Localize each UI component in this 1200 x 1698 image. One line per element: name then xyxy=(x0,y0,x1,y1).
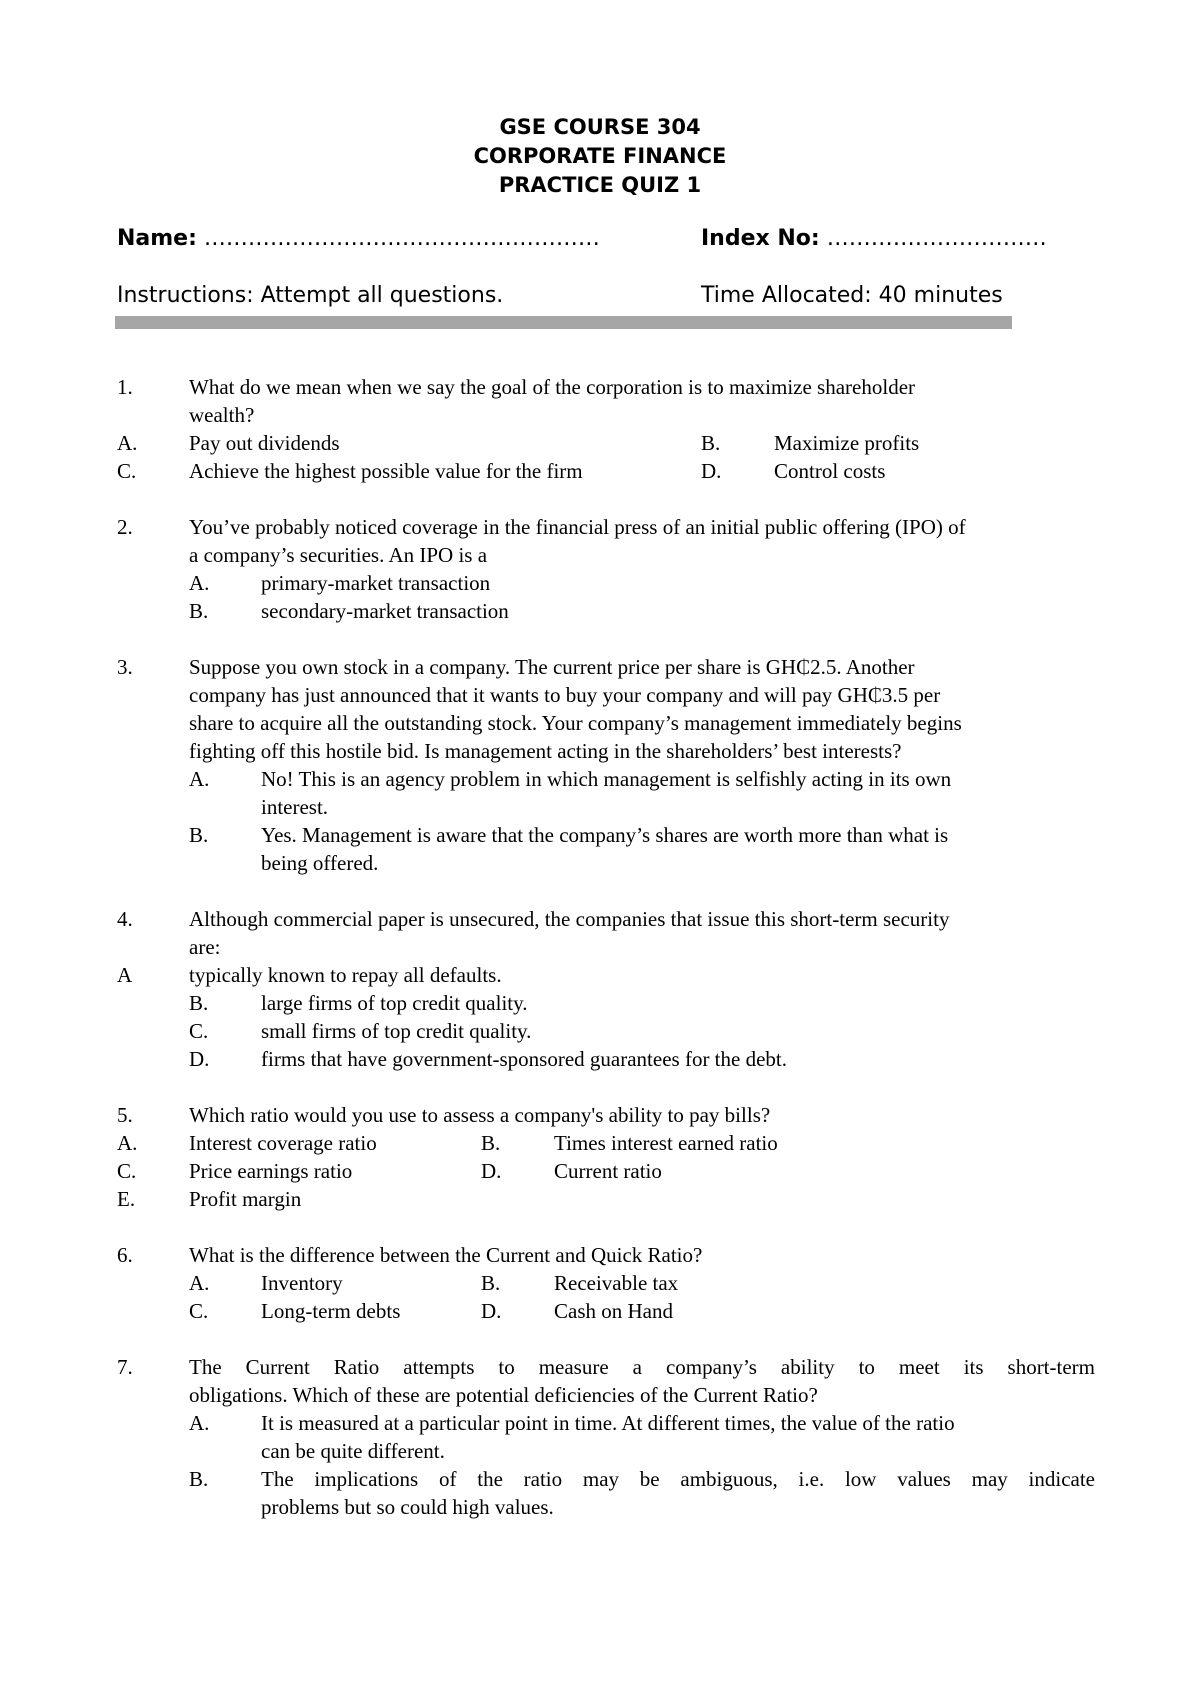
option-label: B. xyxy=(189,823,209,847)
option-label: C. xyxy=(117,1159,137,1183)
option-label: D. xyxy=(481,1299,502,1323)
index-field[interactable] xyxy=(701,226,1047,251)
name-field[interactable] xyxy=(117,226,600,251)
option-text[interactable]: can be quite different. xyxy=(261,1439,445,1463)
option-text[interactable]: large firms of top credit quality. xyxy=(261,991,528,1015)
option-text[interactable]: Long-term debts xyxy=(261,1299,401,1323)
option-label: C. xyxy=(117,459,137,483)
option-text[interactable]: firms that have government-sponsored guarantees for the debt. xyxy=(261,1047,787,1071)
option-text[interactable]: Maximize profits xyxy=(774,431,920,455)
option-label: A. xyxy=(117,1131,138,1155)
question-text: Although commercial paper is unsecured, the companies that issue this short-term security xyxy=(189,907,950,931)
option-text[interactable]: Inventory xyxy=(261,1271,343,1295)
option-text[interactable]: Cash on Hand xyxy=(554,1299,673,1323)
option-text[interactable]: Times interest earned ratio xyxy=(554,1131,778,1155)
option-label: A. xyxy=(117,431,138,455)
option-label: B. xyxy=(481,1131,501,1155)
question-text: wealth? xyxy=(189,403,255,427)
question-number: 3. xyxy=(117,655,133,679)
option-label: B. xyxy=(481,1271,501,1295)
index-label: Index No: xyxy=(701,226,820,251)
option-label: A. xyxy=(189,1411,210,1435)
question-text: The Current Ratio attempts to measure a company’s ability to meet its short-term xyxy=(189,1355,1095,1379)
question-text: fighting off this hostile bid. Is management acting in the shareholders’ best interests? xyxy=(189,739,902,763)
question-number: 2. xyxy=(117,515,133,539)
option-label: A xyxy=(117,963,133,987)
option-text[interactable]: Yes. Management is aware that the company’s shares are worth more than what is xyxy=(261,823,949,847)
option-label: A. xyxy=(189,1271,210,1295)
option-text[interactable]: Receivable tax xyxy=(554,1271,679,1295)
name-label: Name: xyxy=(117,226,197,251)
question-number: 6. xyxy=(117,1243,133,1267)
option-label: C. xyxy=(189,1299,209,1323)
option-text[interactable]: secondary-market transaction xyxy=(261,599,509,623)
option-text[interactable]: being offered. xyxy=(261,851,379,875)
option-text[interactable]: It is measured at a particular point in time. At different times, the value of the ratio xyxy=(261,1411,955,1435)
question-number: 5. xyxy=(117,1103,133,1127)
option-text[interactable]: Pay out dividends xyxy=(189,431,340,455)
question-text: obligations. Which of these are potential deficiencies of the Current Ratio? xyxy=(189,1383,818,1407)
question-number: 7. xyxy=(117,1355,133,1379)
option-label: D. xyxy=(189,1047,210,1071)
question-text: a company’s securities. An IPO is a xyxy=(189,543,488,567)
question-text: are: xyxy=(189,935,221,959)
option-text[interactable]: The implications of the ratio may be ambiguous, i.e. low values may indicate xyxy=(261,1467,1095,1491)
question-text: share to acquire all the outstanding stock. Your company’s management immediately begins xyxy=(189,711,962,735)
question-text: company has just announced that it wants to buy your company and will pay GH₵3.5 per xyxy=(189,683,941,707)
option-text[interactable]: typically known to repay all defaults. xyxy=(189,963,502,987)
question-number: 4. xyxy=(117,907,133,931)
option-text[interactable]: small firms of top credit quality. xyxy=(261,1019,532,1043)
option-text[interactable]: Profit margin xyxy=(189,1187,302,1211)
option-text[interactable]: No! This is an agency problem in which management is selfishly acting in its own xyxy=(261,767,952,791)
option-label: D. xyxy=(701,459,722,483)
option-text[interactable]: Interest coverage ratio xyxy=(189,1131,377,1155)
time-allocated: Time Allocated: 40 minutes xyxy=(701,283,1003,308)
question-text: You’ve probably noticed coverage in the financial press of an initial public offering (IPO) of xyxy=(189,515,966,539)
index-dots: ………………………… xyxy=(826,226,1047,251)
name-dots: ……………………………………………… xyxy=(203,226,600,251)
question-text: Which ratio would you use to assess a company's ability to pay bills? xyxy=(189,1103,771,1127)
option-text[interactable]: Achieve the highest possible value for the firm xyxy=(189,459,583,483)
option-label: B. xyxy=(189,991,209,1015)
question-text: What is the difference between the Current and Quick Ratio? xyxy=(189,1243,703,1267)
option-text[interactable]: interest. xyxy=(261,795,329,819)
question-number: 1. xyxy=(117,375,133,399)
quiz-title: PRACTICE QUIZ 1 xyxy=(498,173,702,197)
option-label: B. xyxy=(189,599,209,623)
option-label: E. xyxy=(117,1187,136,1211)
option-text[interactable]: primary-market transaction xyxy=(261,571,491,595)
option-label: D. xyxy=(481,1159,502,1183)
option-text[interactable]: Current ratio xyxy=(554,1159,662,1183)
option-label: A. xyxy=(189,571,210,595)
question-text: What do we mean when we say the goal of the corporation is to maximize shareholder xyxy=(189,375,916,399)
header-rule xyxy=(115,316,1012,329)
option-text[interactable]: Control costs xyxy=(774,459,886,483)
option-label: B. xyxy=(189,1467,209,1491)
instructions: Instructions: Attempt all questions. xyxy=(117,283,504,308)
question-text: Suppose you own stock in a company. The current price per share is GH₵2.5. Another xyxy=(189,655,915,679)
option-text[interactable]: Price earnings ratio xyxy=(189,1159,353,1183)
option-label: C. xyxy=(189,1019,209,1043)
option-label: A. xyxy=(189,767,210,791)
course-subject: CORPORATE FINANCE xyxy=(473,144,727,168)
option-text[interactable]: problems but so could high values. xyxy=(261,1495,554,1519)
option-label: B. xyxy=(701,431,721,455)
course-code: GSE COURSE 304 xyxy=(499,115,701,139)
